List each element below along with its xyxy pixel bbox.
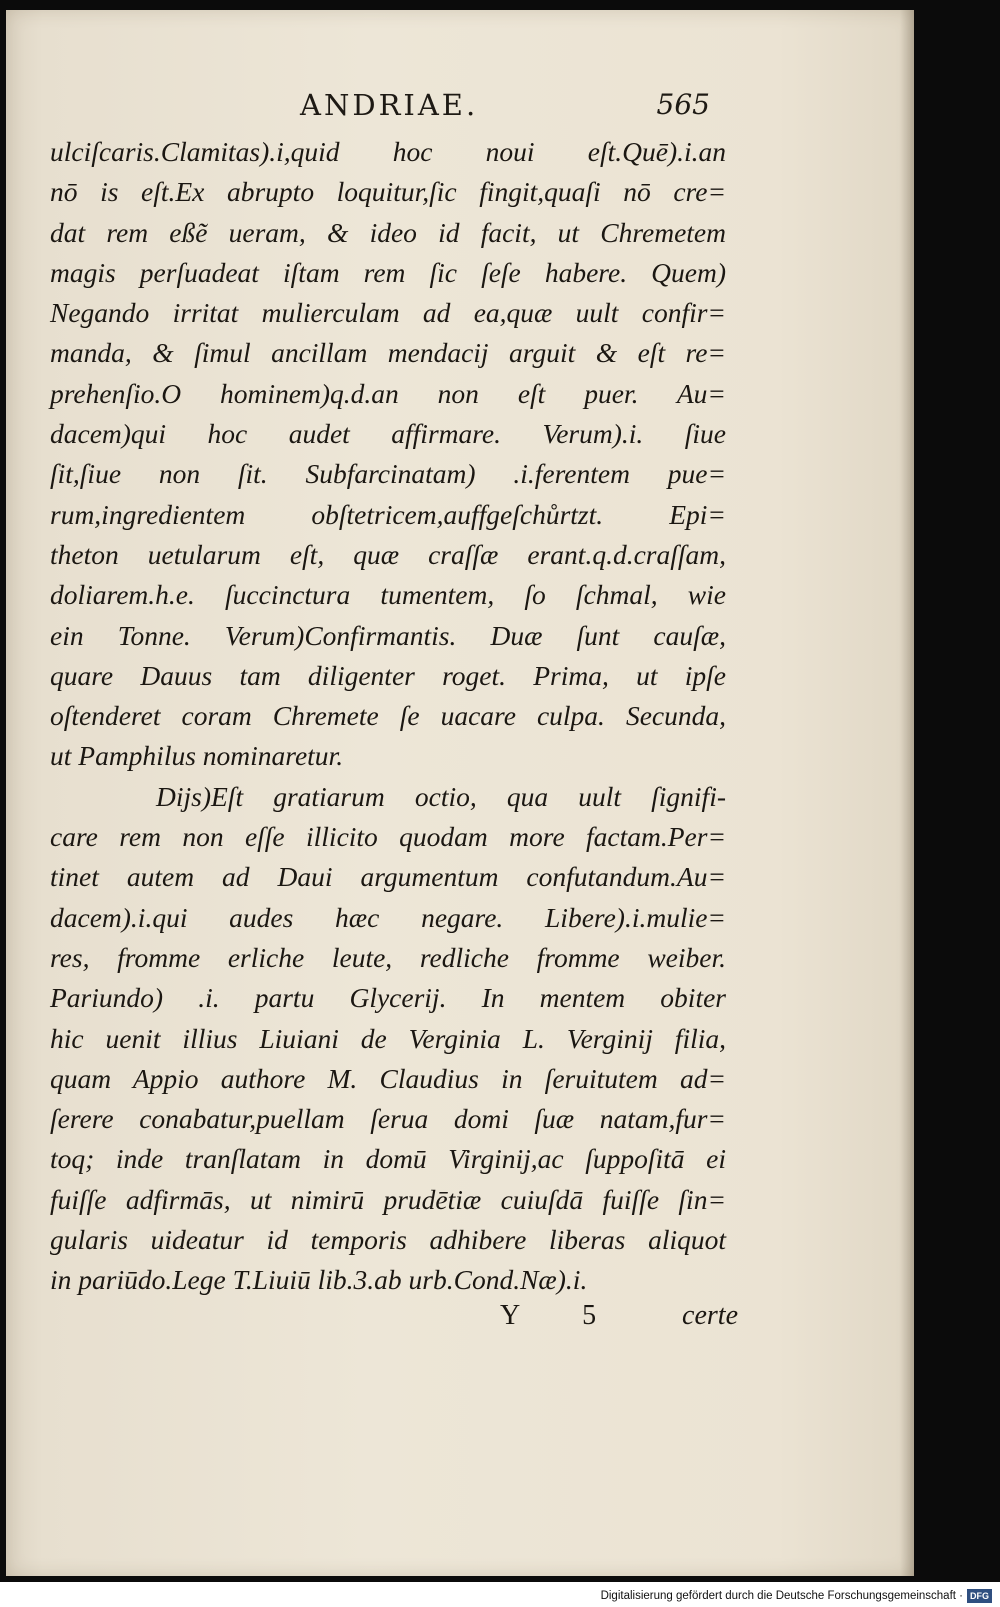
text-line: gularis uideatur id temporis adhibere liberas aliquot <box>50 1224 726 1256</box>
text-line: Dijs)Eſt gratiarum octio, qua uult ſignifi- <box>156 780 726 812</box>
text-line: rum,ingredientem obſtetricem,auffgeſchůrtzt. Epi= <box>50 498 726 530</box>
text-line: dat rem eßẽ ueram, & ideo id facit, ut Chremetem <box>50 216 726 248</box>
dfg-logo: DFG <box>967 1589 992 1603</box>
text-line: ut Pamphilus nominaretur. <box>50 740 344 772</box>
text-line: nō is eſt.Ex abrupto loquitur,ſic fingit,quaſi nō cre= <box>50 176 726 208</box>
digitization-credit <box>601 1588 992 1604</box>
text-line: ein Tonne. Verum)Confirmantis. Duæ ſunt cauſæ, <box>50 619 726 651</box>
text-line: Pariundo) .i. partu Glycerij. In mentem obiter <box>50 982 726 1014</box>
text-line: Negando irritat mulierculam ad ea,quæ uult confir= <box>50 297 726 329</box>
text-line: toq; inde tranſlatam in domū Virginij,ac ſuppoſitā ei <box>50 1143 726 1175</box>
text-line: ulciſcaris.Clamitas).i,quid hoc noui eſt.Quē).i.an <box>50 136 726 167</box>
text-line: doliarem.h.e. ſuccinctura tumentem, ſo ſchmal, wie <box>50 579 726 611</box>
text-line: quare Dauus tam diligenter roget. Prima, ut ipſe <box>50 659 726 691</box>
signature-mark: Y 5 <box>500 1300 625 1331</box>
catchword: certe <box>682 1300 738 1331</box>
text-line: magis perſuadeat iſtam rem ſic ſeſe habere. Quem) <box>50 256 726 288</box>
text-line: tinet autem ad Daui argumentum confutandum.Au= <box>50 861 726 893</box>
text-line: quam Appio authore M. Claudius in ſeruitutem ad= <box>50 1062 726 1094</box>
text-line: manda, & ſimul ancillam mendacij arguit & eſt re= <box>50 337 726 369</box>
text-line: care rem non eſſe illicito quodam more factam.Per= <box>50 821 726 853</box>
text-line: dacem).i.qui audes hæc negare. Libere).i.mulie= <box>50 901 726 933</box>
text-line: oſtenderet coram Chremete ſe uacare culpa. Secunda, <box>50 700 726 732</box>
commentary-text <box>50 132 726 1301</box>
text-line: res, fromme erliche leute, redliche fromme weiber. <box>50 941 726 973</box>
page-footer <box>500 1300 738 1344</box>
text-line: prehenſio.O hominem)q.d.an non eſt puer. Au= <box>50 377 726 409</box>
text-line: in pariūdo.Lege T.Liuiū lib.3.ab urb.Cond.Næ).i. <box>50 1264 588 1296</box>
page-edge-shadow <box>900 10 914 1576</box>
credit-text: Digitalisierung gefördert durch die Deutsche Forschungsgemeinschaft · <box>600 1590 963 1602</box>
running-head-title: ANDRIAE. <box>300 88 479 122</box>
text-line: hic uenit illius Liuiani de Verginia L. Verginij filia, <box>50 1022 726 1054</box>
page-number: 565 <box>656 88 710 121</box>
running-head <box>300 88 710 128</box>
text-line: dacem)qui hoc audet affirmare. Verum).i. ſiue <box>50 418 726 450</box>
text-line: ſit,ſiue non ſit. Subfarcinatam) .i.ferentem pue= <box>50 458 726 490</box>
text-line: theton uetularum eſt, quæ craſſæ erant.q.d.craſſam, <box>50 538 726 570</box>
text-line: ſerere conabatur,puellam ſerua domi ſuæ natam,fur= <box>50 1103 726 1135</box>
text-line: fuiſſe adfirmās, ut nimirū prudētiæ cuiuſdā fuiſſe ſin= <box>50 1183 726 1215</box>
